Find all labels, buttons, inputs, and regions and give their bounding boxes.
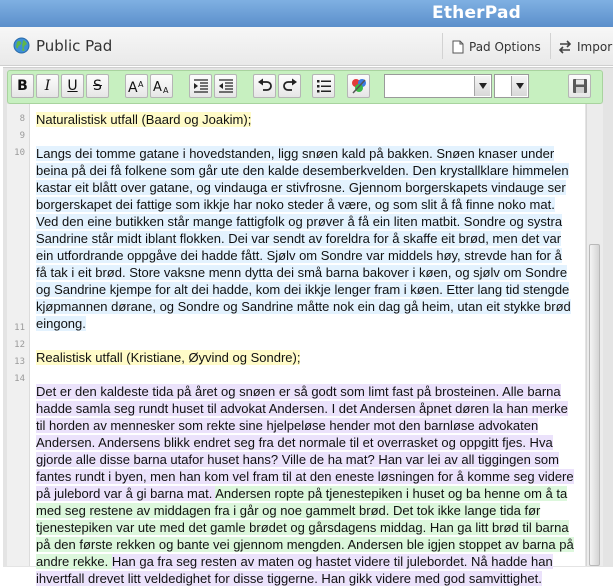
- redo-icon: [282, 78, 298, 94]
- heading-naturalistic: Naturalistisk utfall (Baard og Joakim);: [36, 112, 252, 127]
- etherpad-logo: EtherPad: [432, 3, 521, 23]
- list-icon: [316, 78, 332, 94]
- svg-text:A: A: [162, 86, 168, 95]
- color-palette-icon: [350, 77, 368, 95]
- font-size-select[interactable]: [494, 74, 529, 98]
- undo-button[interactable]: [253, 74, 276, 98]
- save-icon: [572, 78, 588, 94]
- frame-edge: [604, 104, 613, 566]
- pad-line: [36, 111, 574, 128]
- dropdown-arrow-icon[interactable]: [511, 76, 527, 96]
- strikethrough-button[interactable]: S: [86, 74, 109, 98]
- svg-text:A: A: [127, 80, 138, 96]
- pad-document[interactable]: [7, 104, 585, 586]
- italic-button[interactable]: I: [36, 74, 59, 98]
- increase-font-button[interactable]: [125, 74, 148, 98]
- dropdown-arrow-icon[interactable]: [474, 76, 490, 96]
- outdent-icon: [218, 78, 234, 94]
- undo-icon: [257, 78, 273, 94]
- pad-line: [36, 383, 574, 587]
- top-header-bar: [0, 0, 613, 27]
- heading-realistic: Realistisk utfall (Kristiane, Øyvind og Sondre);: [36, 350, 301, 365]
- line-number-gutter: [7, 104, 30, 566]
- save-revision-button[interactable]: [568, 74, 591, 98]
- line-number: 13: [14, 357, 25, 367]
- editor-toolbar: [7, 70, 603, 104]
- line-number: 8: [19, 114, 25, 124]
- pad-line: [36, 349, 574, 366]
- pad-title-bar: [0, 27, 613, 66]
- indent-button[interactable]: [189, 74, 212, 98]
- line-number: 14: [14, 374, 25, 384]
- underline-button[interactable]: U: [61, 74, 84, 98]
- line-number: 9: [19, 131, 25, 141]
- pad-line-empty: [36, 332, 574, 349]
- pad-options-label: Pad Options: [469, 40, 541, 54]
- outdent-button[interactable]: [214, 74, 237, 98]
- line-number: 10: [14, 148, 25, 158]
- scrollbar-thumb[interactable]: [589, 244, 600, 566]
- pad-line-empty: [36, 366, 574, 383]
- font-size-up-icon: [128, 78, 146, 94]
- vertical-scrollbar[interactable]: [586, 104, 603, 566]
- import-export-button[interactable]: [558, 37, 612, 57]
- paragraph-naturalistic: Langs dei tomme gatane i hovedstanden, ligg snøen kald på bakken. Snøen knaser under beina på dei få folkene som går ute den kalde desemberkvelden. Den krystallklare himmelen kastar eit blått over gatane, og vindauga er stivfrosne. Gjennom borgerskapets vindauge ser borgerskapet dei fattige som ikkje har noko steder å være, og som slit å få finne noko mat. Ved den eine butikken står mange fattigfolk og prøver å få ein liten matbit. Sondre og systra Sandrine står midt iblant flokken. Dei var sendt av foreldra for å skaffe eit brød, men det var ein utfordrande oppgåve dei hadde fått. Sjølv om Sondre var middels høy, strevde han for å få tak i eit brød. Store vaksne menn dytta dei små barna bakover i køen, og sjølv om Sondre og Sandrine kjempe for alt dei hadde, kom dei ikkje lenger fram i køen. Etter lang tid stengde kjøpmannen dørane, og Sondre og Sandrine måtte nok ein dag gå heim, utan eit stykke brød eingong.: [36, 146, 571, 331]
- import-label: Impor: [577, 40, 613, 54]
- swap-arrows-icon: [558, 40, 572, 54]
- bold-button[interactable]: B: [11, 74, 34, 98]
- title-divider: [442, 33, 443, 59]
- title-divider-2: [550, 33, 551, 59]
- globe-icon: [13, 37, 30, 54]
- svg-text:A: A: [152, 80, 162, 95]
- line-number: 12: [14, 340, 25, 350]
- decrease-font-button[interactable]: [150, 74, 173, 98]
- line-number: 11: [14, 323, 25, 333]
- pad-line: [36, 145, 574, 332]
- document-icon: [452, 40, 464, 54]
- svg-text:A: A: [137, 80, 143, 89]
- pad-options-button[interactable]: [452, 37, 541, 57]
- pad-line-empty: [36, 128, 574, 145]
- pad-text[interactable]: [36, 104, 574, 587]
- paragraph-realistic-part-2: Andersen ropte på tjenestepiken i huset og ba henne om å ta med seg restene av middagen fra i går og noe gammelt brød. Det tok ikke lange tida før tjenestepiken var ute med det gamle brødet og gårsdagens middag. Han ga litt brød til barna på den første rekken og bante vei gjennom mengden. Andersen ble igjen stoppet av barna på andre rekke.: [36, 486, 574, 569]
- indent-icon: [193, 78, 209, 94]
- bullet-list-button[interactable]: [312, 74, 335, 98]
- pad-title: Public Pad: [36, 37, 113, 55]
- font-size-down-icon: [153, 78, 171, 94]
- paragraph-realistic-part-1: Det er den kaldeste tida på året og snøen er så godt som limt fast på brosteinen. Alle barna hadde samla seg rundt huset til advokat Andersen. I det Andersen åpnet døren la han merke til horden av mennesker som rekte sine hjelpeløse hender mot den barnløse advokaten Andersen. Andersens blikk endret seg fra det normale til et overrasket og oppgitt fjes. Hva gjorde alle disse barna utafor huset hans? Ville de ha mat? Han var lei av all tiggingen som fantes rundt i byen, men han kom vel fram til at den eneste løsningen for å komme seg videre på julebord var å gi barna mat.: [36, 384, 574, 501]
- paragraph-realistic-part-3: Han ga fra seg resten av maten og hastet videre til julebordet. Nå hadde han ihvertfall drevet litt veldedighet for disse tiggerne. Han gikk videre med god samvittighet.: [36, 554, 553, 586]
- author-colors-button[interactable]: [347, 74, 370, 98]
- redo-button[interactable]: [278, 74, 301, 98]
- font-family-select[interactable]: [384, 74, 492, 98]
